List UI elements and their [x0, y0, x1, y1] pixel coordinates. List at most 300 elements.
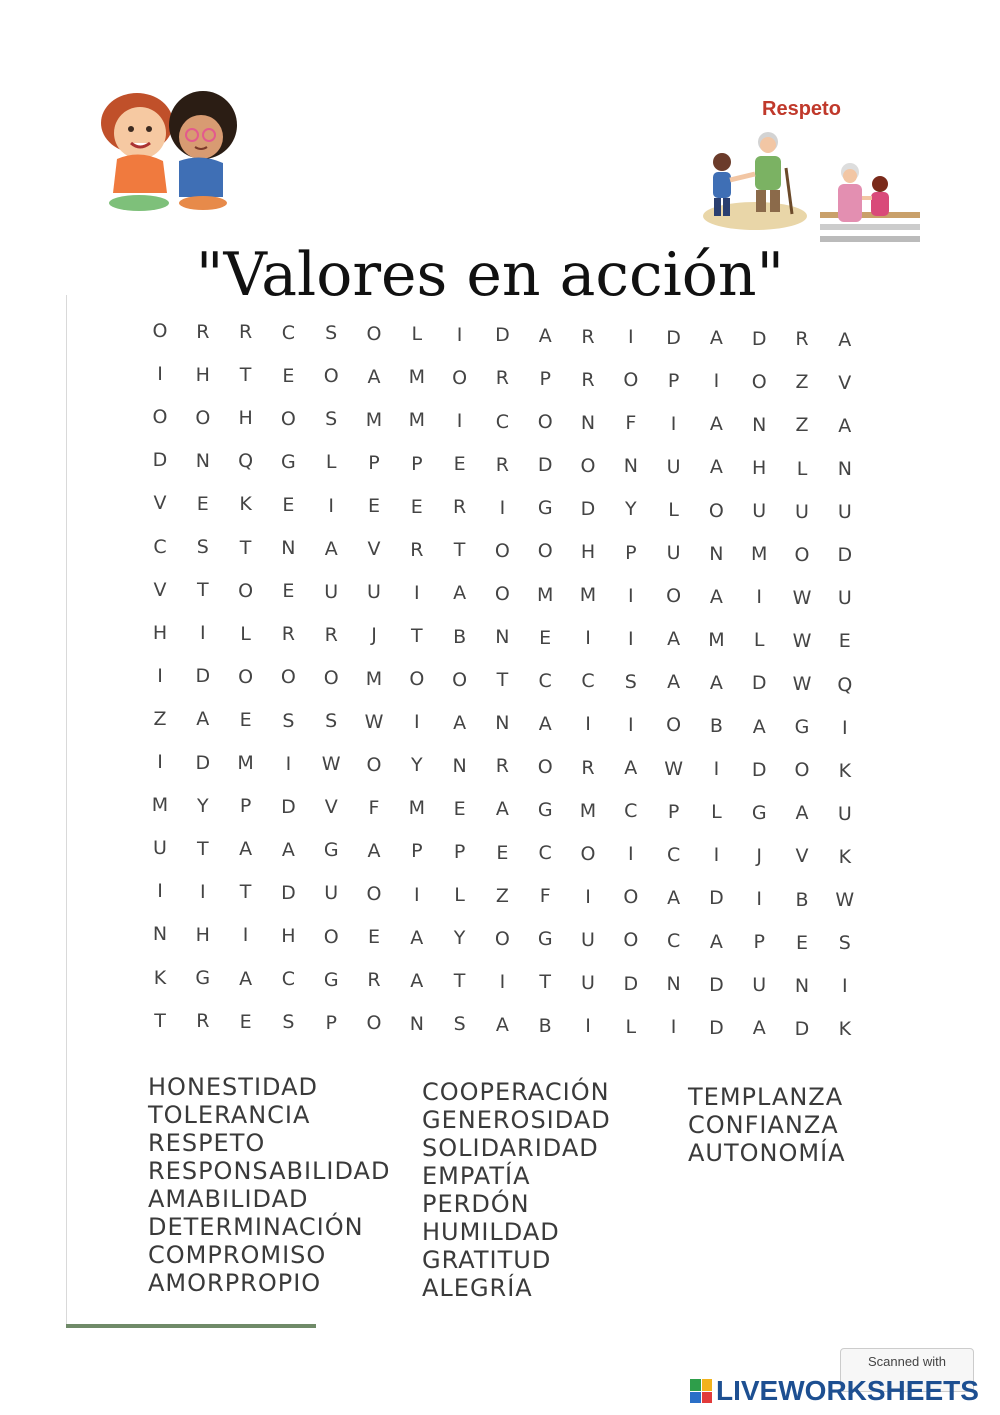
grid-letter[interactable]: I [413, 883, 420, 906]
grid-letter[interactable]: Y [410, 754, 423, 777]
grid-letter[interactable]: I [841, 975, 848, 998]
grid-letter[interactable]: U [837, 587, 852, 610]
grid-letter[interactable]: I [627, 584, 634, 607]
grid-letter[interactable]: L [753, 629, 765, 652]
grid-letter[interactable]: M [536, 583, 554, 606]
grid-letter[interactable]: M [365, 667, 383, 690]
grid-letter[interactable]: C [281, 321, 296, 344]
grid-letter[interactable]: V [838, 371, 852, 394]
grid-letter[interactable]: M [408, 409, 425, 432]
grid-letter[interactable]: U [581, 972, 595, 994]
grid-letter[interactable]: U [367, 581, 381, 604]
grid-letter[interactable]: D [495, 324, 510, 347]
grid-letter[interactable]: N [666, 973, 681, 996]
grid-letter[interactable]: V [153, 492, 167, 515]
grid-letter[interactable]: M [579, 584, 597, 607]
grid-letter[interactable]: U [752, 974, 767, 997]
grid-letter[interactable]: Y [196, 794, 209, 817]
grid-letter[interactable]: M [237, 752, 254, 775]
grid-letter[interactable]: U [837, 501, 852, 524]
grid-letter[interactable]: H [195, 923, 210, 946]
grid-letter[interactable]: R [495, 367, 509, 390]
grid-letter[interactable]: R [581, 756, 595, 779]
grid-letter[interactable]: D [281, 795, 296, 818]
grid-letter[interactable]: I [199, 622, 206, 645]
word-list-item: AMORPROPIO [148, 1269, 322, 1297]
word-list-item: AUTONOMÍA [688, 1139, 846, 1167]
grid-letter[interactable]: K [239, 493, 252, 516]
grid-letter[interactable]: Z [495, 884, 509, 907]
word-list-item: COMPROMISO [148, 1241, 327, 1269]
grid-letter[interactable]: J [756, 844, 762, 867]
grid-letter[interactable]: A [367, 839, 381, 862]
grid-letter[interactable]: E [239, 1010, 252, 1033]
grid-letter[interactable]: E [453, 453, 466, 476]
grid-letter[interactable]: O [323, 666, 339, 689]
grid-letter[interactable]: E [496, 841, 509, 864]
grid-letter[interactable]: A [410, 926, 424, 949]
grid-letter[interactable]: F [539, 885, 551, 908]
grid-letter[interactable]: R [581, 368, 595, 391]
grid-letter[interactable]: O [494, 582, 510, 605]
grid-letter[interactable]: H [152, 621, 168, 644]
grid-letter[interactable]: V [153, 578, 167, 601]
grid-letter[interactable]: T [496, 669, 509, 692]
grid-letter[interactable]: H [752, 456, 767, 479]
grid-letter[interactable]: I [627, 627, 634, 650]
grid-letter[interactable]: O [708, 499, 724, 522]
grid-letter[interactable]: O [323, 925, 339, 948]
grid-letter[interactable]: D [580, 497, 596, 520]
grid-letter[interactable]: T [410, 624, 423, 647]
grid-letter[interactable]: O [452, 366, 468, 389]
grid-letter[interactable]: N [623, 455, 638, 478]
grid-letter[interactable]: O [623, 929, 639, 952]
grid-letter[interactable]: O [794, 759, 810, 782]
grid-letter[interactable]: U [153, 837, 167, 860]
grid-letter[interactable]: O [366, 322, 382, 345]
grid-letter[interactable]: E [838, 630, 851, 653]
grid-letter[interactable]: U [752, 500, 767, 523]
grid-letter[interactable]: M [365, 408, 383, 431]
grid-letter[interactable]: I [627, 713, 634, 736]
grid-letter[interactable]: Z [795, 414, 809, 437]
grid-letter[interactable]: D [537, 454, 553, 477]
grid-letter[interactable]: M [708, 628, 725, 651]
word-list-item: EMPATÍA [422, 1162, 531, 1190]
grid-letter[interactable]: I [157, 751, 163, 773]
grid-letter[interactable]: A [538, 324, 552, 347]
grid-letter[interactable]: O [537, 411, 553, 434]
grid-letter[interactable]: O [152, 406, 168, 429]
grid-letter[interactable]: A [324, 537, 338, 560]
grid-letter[interactable]: K [838, 1018, 852, 1041]
grid-letter[interactable]: I [157, 363, 163, 386]
grid-letter[interactable]: E [539, 626, 552, 649]
grid-letter[interactable]: T [453, 970, 466, 993]
grid-letter[interactable]: G [794, 716, 810, 739]
grid-letter[interactable]: Z [153, 707, 167, 730]
grid-letter[interactable]: E [367, 926, 380, 949]
grid-letter[interactable]: Y [453, 927, 466, 950]
word-list-item: TEMPLANZA [688, 1083, 844, 1111]
grid-letter[interactable]: C [581, 670, 595, 693]
word-list-item: DETERMINACIÓN [148, 1213, 364, 1241]
grid-letter[interactable]: W [321, 753, 341, 776]
grid-letter[interactable]: A [709, 930, 723, 953]
grid-letter[interactable]: W [792, 629, 812, 652]
grid-letter[interactable]: U [795, 500, 809, 523]
grid-letter[interactable]: G [323, 968, 339, 991]
grid-letter[interactable]: S [282, 709, 295, 732]
grid-letter[interactable]: F [368, 796, 380, 819]
grid-letter[interactable]: C [666, 929, 681, 952]
grid-letter[interactable]: T [154, 1009, 166, 1032]
grid-letter[interactable]: L [711, 801, 722, 824]
grid-letter[interactable]: O [409, 668, 425, 691]
grid-letter[interactable]: V [795, 845, 809, 868]
grid-letter[interactable]: A [367, 365, 381, 388]
liveworksheets-logo[interactable] [690, 1374, 979, 1408]
grid-letter[interactable]: I [157, 880, 163, 903]
grid-letter[interactable]: C [538, 669, 552, 692]
grid-letter[interactable]: O [366, 1012, 382, 1035]
grid-letter[interactable]: R [581, 325, 595, 348]
grid-letter[interactable]: V [324, 796, 338, 819]
grid-letter[interactable]: I [627, 326, 634, 349]
grid-letter[interactable]: G [323, 839, 339, 862]
grid-letter[interactable]: P [453, 841, 466, 864]
grid-letter[interactable]: O [280, 407, 296, 430]
word-list-item: CONFIANZA [688, 1111, 839, 1139]
word-list-item: COOPERACIÓN [422, 1078, 610, 1106]
grid-letter[interactable]: G [751, 801, 767, 824]
grid-letter[interactable]: P [368, 452, 380, 475]
grid-letter[interactable]: S [196, 536, 209, 559]
grid-letter[interactable]: D [709, 973, 724, 996]
grid-letter[interactable]: I [670, 412, 677, 435]
grid-letter[interactable]: A [453, 711, 467, 734]
grid-letter[interactable]: O [238, 579, 254, 602]
grid-letter[interactable]: I [713, 844, 720, 867]
grid-letter[interactable]: T [196, 579, 209, 602]
grid-letter[interactable]: L [668, 498, 679, 521]
grid-letter[interactable]: U [581, 928, 595, 951]
grid-letter[interactable]: R [495, 755, 509, 778]
grid-letter[interactable]: E [367, 495, 380, 518]
grid-letter[interactable]: I [585, 1015, 591, 1038]
grid-letter[interactable]: A [709, 413, 723, 436]
grid-letter[interactable]: I [456, 323, 463, 346]
grid-letter[interactable]: E [795, 931, 808, 954]
grid-letter[interactable]: E [282, 364, 295, 387]
grid-letter[interactable]: I [199, 880, 206, 903]
grid-letter[interactable]: A [667, 628, 681, 651]
grid-letter[interactable]: D [709, 1016, 724, 1039]
grid-letter[interactable]: E [282, 494, 295, 517]
grid-letter[interactable]: Z [795, 371, 809, 394]
grid-letter[interactable]: W [364, 710, 384, 733]
grid-letter[interactable]: O [580, 454, 596, 477]
grid-letter[interactable]: Q [238, 450, 254, 473]
grid-letter[interactable]: B [538, 1014, 552, 1037]
grid-letter[interactable]: U [837, 802, 852, 825]
grid-letter[interactable]: N [195, 449, 210, 472]
grid-letter[interactable]: A [495, 1013, 509, 1036]
grid-letter[interactable]: D [751, 758, 767, 781]
grid-letter[interactable]: B [795, 888, 809, 911]
grid-letter[interactable]: H [580, 541, 596, 563]
grid-letter[interactable]: T [453, 539, 466, 562]
grid-letter[interactable]: O [280, 666, 296, 689]
grid-letter[interactable]: R [324, 623, 338, 646]
grid-letter[interactable]: O [152, 320, 168, 342]
grid-letter[interactable]: T [239, 364, 252, 387]
grid-letter[interactable]: R [795, 328, 809, 351]
grid-letter[interactable]: K [838, 759, 852, 782]
grid-letter[interactable]: S [453, 1013, 466, 1036]
grid-letter[interactable]: Q [837, 673, 853, 696]
grid-letter[interactable]: N [409, 1012, 424, 1035]
grid-letter[interactable]: U [324, 580, 339, 603]
grid-letter[interactable]: P [411, 840, 423, 863]
grid-letter[interactable]: E [410, 495, 423, 518]
grid-letter[interactable]: I [756, 586, 762, 609]
grid-letter[interactable]: O [366, 753, 382, 776]
grid-letter[interactable]: O [580, 842, 596, 865]
grid-letter[interactable]: U [324, 882, 339, 905]
grid-letter[interactable]: I [157, 664, 163, 687]
grid-letter[interactable]: N [281, 537, 296, 560]
word-list-item: ALEGRÍA [422, 1274, 533, 1302]
grid-letter[interactable]: S [325, 408, 338, 431]
grid-letter[interactable]: J [371, 624, 377, 647]
grid-letter[interactable]: W [835, 889, 855, 912]
grid-letter[interactable]: P [667, 800, 680, 823]
grid-letter[interactable]: R [410, 538, 424, 561]
grid-letter[interactable]: F [625, 412, 637, 435]
grid-letter[interactable]: D [195, 665, 211, 688]
grid-letter[interactable]: N [709, 542, 724, 565]
grid-letter[interactable]: P [411, 452, 423, 475]
grid-letter[interactable]: L [240, 622, 251, 645]
grid-letter[interactable]: T [239, 536, 252, 559]
grid-letter[interactable]: I [627, 843, 634, 866]
grid-letter[interactable]: D [281, 881, 296, 904]
grid-letter[interactable]: N [837, 458, 852, 481]
grid-letter[interactable]: A [624, 757, 638, 780]
grid-letter[interactable]: O [794, 543, 810, 566]
grid-letter[interactable]: P [625, 541, 637, 564]
grid-letter[interactable]: I [499, 970, 506, 993]
grid-letter[interactable]: G [195, 967, 211, 990]
grid-letter[interactable]: U [666, 455, 681, 478]
grid-letter[interactable]: I [841, 716, 848, 739]
grid-letter[interactable]: K [838, 845, 852, 868]
grid-letter[interactable]: M [408, 797, 425, 820]
grid-letter[interactable]: N [452, 754, 467, 777]
grid-letter[interactable]: O [666, 714, 682, 737]
grid-letter[interactable]: P [325, 1011, 337, 1034]
grid-letter[interactable]: A [795, 802, 809, 825]
grid-letter[interactable]: I [713, 758, 720, 781]
grid-letter[interactable]: W [792, 673, 812, 696]
grid-letter[interactable]: I [413, 711, 420, 734]
grid-letter[interactable]: A [196, 708, 210, 731]
grid-letter[interactable]: A [667, 886, 681, 909]
grid-letter[interactable]: O [494, 539, 510, 562]
grid-letter[interactable]: E [196, 492, 209, 515]
grid-letter[interactable]: R [281, 623, 295, 646]
grid-letter[interactable]: A [239, 967, 253, 990]
grid-letter[interactable]: P [239, 795, 252, 818]
grid-letter[interactable]: A [752, 715, 766, 738]
grid-letter[interactable]: H [281, 925, 296, 948]
grid-letter[interactable]: D [751, 672, 767, 695]
grid-letter[interactable]: C [495, 410, 510, 433]
grid-letter[interactable]: R [238, 321, 253, 344]
grid-letter[interactable]: L [325, 451, 337, 474]
grid-letter[interactable]: R [196, 1010, 210, 1033]
grid-letter[interactable]: C [666, 843, 681, 866]
grid-letter[interactable]: T [196, 837, 209, 860]
grid-letter[interactable]: I [585, 885, 591, 908]
grid-letter[interactable]: A [538, 712, 552, 735]
grid-letter[interactable]: N [752, 413, 767, 436]
grid-letter[interactable]: S [624, 670, 637, 693]
grid-letter[interactable]: A [838, 414, 852, 437]
grid-letter[interactable]: L [796, 457, 808, 480]
grid-letter[interactable]: G [537, 497, 553, 520]
grid-letter[interactable]: E [282, 580, 295, 603]
grid-letter[interactable]: D [837, 544, 853, 567]
grid-letter[interactable]: A [709, 327, 723, 350]
grid-letter[interactable]: O [751, 370, 767, 393]
grid-letter[interactable]: U [666, 542, 681, 565]
grid-letter[interactable]: T [239, 881, 252, 904]
grid-letter[interactable]: N [495, 712, 510, 735]
grid-letter[interactable]: O [623, 369, 639, 392]
grid-letter[interactable]: I [670, 1016, 677, 1039]
grid-letter[interactable]: K [153, 966, 167, 989]
grid-letter[interactable]: A [239, 838, 253, 861]
grid-letter[interactable]: P [539, 368, 551, 391]
grid-letter[interactable]: D [152, 449, 168, 472]
grid-letter[interactable]: A [281, 838, 295, 861]
grid-letter[interactable]: A [453, 582, 467, 605]
grid-letter[interactable]: S [838, 932, 851, 955]
grid-letter[interactable]: V [367, 538, 381, 561]
grid-letter[interactable]: I [328, 494, 334, 517]
grid-letter[interactable]: D [623, 972, 639, 995]
grid-letter[interactable]: I [285, 752, 292, 775]
grid-letter[interactable]: I [713, 370, 720, 393]
grid-letter[interactable]: B [453, 625, 467, 648]
grid-letter[interactable]: A [410, 969, 424, 992]
grid-letter[interactable]: D [794, 1017, 810, 1040]
grid-letter[interactable]: P [753, 931, 765, 954]
grid-letter[interactable]: O [366, 883, 382, 906]
grid-letter[interactable]: N [580, 411, 596, 434]
grid-letter[interactable]: M [408, 366, 425, 389]
respect-illustration-icon [700, 128, 930, 258]
grid-letter[interactable]: E [239, 708, 252, 731]
grid-letter[interactable]: O [537, 755, 553, 778]
grid-letter[interactable]: G [537, 799, 553, 822]
grid-letter[interactable]: I [585, 713, 591, 736]
grid-letter[interactable]: O [452, 668, 468, 691]
grid-letter[interactable]: R [196, 320, 210, 343]
grid-letter[interactable]: C [281, 968, 296, 991]
grid-letter[interactable]: A [752, 1017, 766, 1040]
grid-letter[interactable]: S [325, 322, 338, 345]
grid-letter[interactable]: H [195, 363, 210, 386]
grid-letter[interactable]: L [454, 884, 465, 907]
grid-letter[interactable]: M [579, 799, 597, 822]
grid-letter[interactable]: A [709, 585, 723, 608]
grid-letter[interactable]: B [709, 715, 723, 738]
grid-letter[interactable]: O [666, 585, 682, 608]
grid-letter[interactable]: I [499, 496, 506, 519]
grid-letter[interactable]: D [666, 326, 681, 349]
grid-letter[interactable]: O [537, 540, 553, 563]
grid-letter[interactable]: D [751, 327, 767, 350]
grid-letter[interactable]: M [151, 794, 169, 817]
grid-letter[interactable]: I [456, 410, 463, 433]
grid-letter[interactable]: O [323, 365, 339, 388]
grid-letter[interactable]: G [281, 450, 296, 473]
grid-letter[interactable]: A [709, 671, 723, 694]
grid-letter[interactable]: R [495, 453, 509, 476]
grid-letter[interactable]: N [794, 974, 810, 997]
grid-letter[interactable]: Y [624, 498, 637, 521]
grid-letter[interactable]: C [153, 535, 167, 558]
grid-letter[interactable]: C [624, 800, 638, 823]
grid-letter[interactable]: W [792, 586, 812, 609]
grid-letter[interactable]: G [537, 928, 553, 951]
grid-letter[interactable]: A [838, 328, 852, 351]
grid-letter[interactable]: N [495, 626, 510, 649]
grid-letter[interactable]: O [623, 886, 639, 909]
grid-letter[interactable]: N [152, 923, 168, 946]
grid-letter[interactable]: A [495, 798, 509, 821]
grid-letter[interactable]: A [709, 456, 723, 479]
grid-letter[interactable]: I [585, 627, 591, 650]
grid-letter[interactable]: O [494, 927, 510, 950]
grid-letter[interactable]: M [750, 543, 768, 566]
grid-letter[interactable]: I [756, 887, 762, 910]
grid-letter[interactable]: T [539, 971, 551, 994]
grid-letter[interactable]: I [413, 581, 420, 604]
grid-letter[interactable]: H [238, 407, 253, 430]
grid-letter[interactable]: D [709, 887, 724, 910]
grid-letter[interactable]: L [625, 1015, 637, 1038]
grid-letter[interactable]: C [538, 842, 552, 865]
grid-letter[interactable]: I [242, 924, 249, 947]
grid-letter[interactable]: D [195, 751, 211, 774]
grid-letter[interactable]: R [452, 496, 467, 519]
grid-letter[interactable]: S [282, 1011, 295, 1034]
grid-letter[interactable]: P [667, 369, 680, 392]
grid-letter[interactable]: O [238, 665, 254, 688]
grid-letter[interactable]: W [664, 757, 683, 780]
grid-letter[interactable]: R [367, 969, 381, 992]
grid-letter[interactable]: E [453, 797, 466, 820]
grid-letter[interactable]: O [195, 406, 211, 429]
grid-letter[interactable]: A [667, 671, 681, 694]
grid-letter[interactable]: L [411, 323, 423, 346]
grid-letter[interactable]: S [325, 710, 338, 733]
